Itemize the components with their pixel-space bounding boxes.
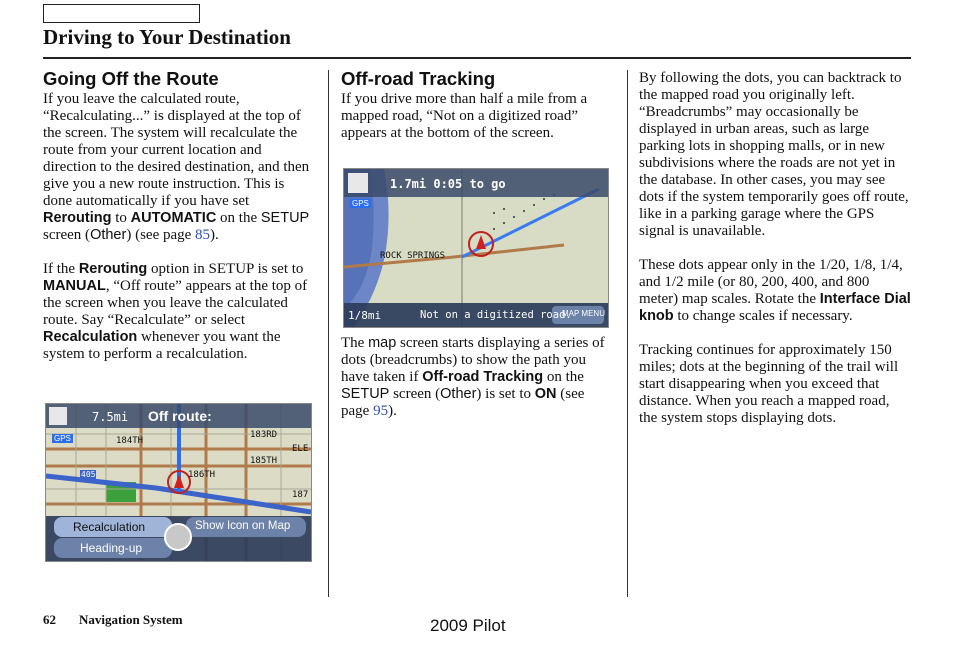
term-other: Other	[440, 386, 477, 402]
text: ).	[210, 227, 219, 243]
term-rerouting: Rerouting	[78, 261, 148, 277]
term-setup: SETUP	[341, 386, 390, 402]
paragraph-not-digitized: If you drive more than half a mile from a mapped road, “Not on a digitized road” appears at the bottom of the screen.	[341, 91, 588, 141]
map-scale-readout: 1/8mi	[348, 309, 382, 322]
paragraph-recalculating	[43, 91, 315, 244]
street-label: 185TH	[250, 456, 278, 466]
text: ) is set to	[476, 386, 535, 402]
column-backtrack	[639, 70, 911, 427]
text: These dots appear only in the 1/20, 1/8, 1/4, and 1/2 mile (or 80, 200, 400, and 800 meter) map scales. Rotate the	[639, 257, 903, 307]
street-label: 187	[292, 490, 309, 500]
text: to	[111, 210, 131, 226]
map-scale-readout: 7.5mi	[92, 410, 129, 424]
term-automatic: AUTOMATIC	[130, 210, 217, 226]
text: screen starts displaying a series of dots (breadcrumbs) to show the path you have taken if	[341, 335, 605, 385]
map-menu-button[interactable]: MAP MENU	[562, 309, 605, 318]
text: , “Off route” appears at the top of the screen when you leave the calculated route. Say “Recalculate” or select	[43, 278, 308, 328]
street-label: 183RD	[250, 430, 278, 440]
header-rule	[43, 57, 911, 59]
term-manual: MANUAL	[43, 278, 106, 294]
term-interface-dial-knob: Interface Dial knob	[639, 291, 911, 324]
text: whenever you want the system to perform a recalculation.	[43, 329, 281, 362]
screenshot-off-route-map	[45, 403, 312, 562]
street-label: ELE	[292, 444, 309, 454]
gps-icon: GPS	[54, 434, 71, 443]
section-heading-off-road-tracking: Off-road Tracking	[341, 68, 496, 89]
text: on the	[543, 369, 584, 385]
column-off-road-tracking	[341, 68, 613, 142]
text: (see page	[341, 386, 585, 419]
text: ) (see page	[126, 227, 196, 243]
page-link-85[interactable]: 85	[195, 227, 211, 243]
paragraph-tracking-limit: Tracking continues for approximately 150 miles; dots at the beginning of the trail will start disappearing when you exceed that distance. When you reach a mapped road, the system stops displaying dots.	[639, 342, 899, 426]
text: If the	[43, 261, 79, 277]
paragraph-breadcrumbs	[341, 335, 613, 420]
show-icon-on-map-button[interactable]: Show Icon on Map	[195, 520, 291, 532]
term-other: Other	[90, 227, 127, 243]
text: option in SETUP is set to	[147, 261, 304, 277]
off-route-map-graphic	[46, 404, 311, 561]
text: ).	[388, 403, 397, 419]
page-number: 62	[43, 612, 56, 627]
screenshot-off-road-map	[343, 168, 609, 328]
text: to change scales if necessary.	[673, 308, 853, 324]
column-going-off-route	[43, 68, 315, 363]
column-divider-2	[627, 70, 628, 597]
freeway-shield-icon: 405	[81, 470, 96, 479]
term-map: map	[368, 335, 397, 351]
gps-icon: GPS	[352, 199, 369, 208]
text: screen (	[389, 386, 441, 402]
road-label: ROCK SPRINGS	[380, 251, 446, 261]
route-distance-time-readout: 1.7mi 0:05 to go	[390, 177, 506, 191]
off-road-map-graphic	[344, 169, 608, 327]
term-off-road-tracking: Off-road Tracking	[422, 369, 544, 385]
off-route-status: Off route:	[148, 408, 212, 424]
street-label: 184TH	[116, 436, 144, 446]
text: The	[341, 335, 369, 351]
term-setup: SETUP	[260, 210, 310, 226]
column-off-road-tracking-cont	[341, 335, 613, 420]
paragraph-backtrack: By following the dots, you can backtrack to the mapped road you originally left. “Breadcrumbs” may occasionally be displayed in urban areas, such as large parking lots in shopping malls, or in new subdivisions where the roads are not yet in the database. In other cases, you may see dots if the system temporarily goes off route, like in a parking garage where the GPS signal is unavailable.	[639, 70, 909, 239]
section-heading-going-off-route: Going Off the Route	[43, 68, 219, 89]
term-on: ON	[534, 386, 557, 402]
footer-section: Navigation System	[79, 612, 183, 627]
header-tab-box	[43, 4, 200, 23]
page-link-95[interactable]: 95	[373, 403, 389, 419]
heading-up-button[interactable]: Heading-up	[80, 541, 143, 555]
column-divider-1	[328, 70, 329, 597]
page-title: Driving to Your Destination	[43, 25, 291, 49]
recalculation-button[interactable]: Recalculation	[73, 520, 146, 534]
not-digitized-status: Not on a digitized road.	[420, 309, 572, 321]
text: If you leave the calculated route, “Recalculating...” is displayed at the top of the screen. The system will recalculate the route from your current location and direction to the desired destination, and then give you a new route instruction. This is done automatically if you have set	[43, 91, 310, 209]
street-label: 186TH	[188, 470, 216, 480]
text: on the	[216, 210, 261, 226]
paragraph-map-scales	[639, 257, 911, 325]
footer-model: 2009 Pilot	[430, 616, 506, 635]
paragraph-manual	[43, 261, 315, 363]
term-rerouting: Rerouting	[43, 210, 112, 226]
term-recalculation: Recalculation	[43, 329, 138, 345]
text: screen (	[43, 227, 91, 243]
